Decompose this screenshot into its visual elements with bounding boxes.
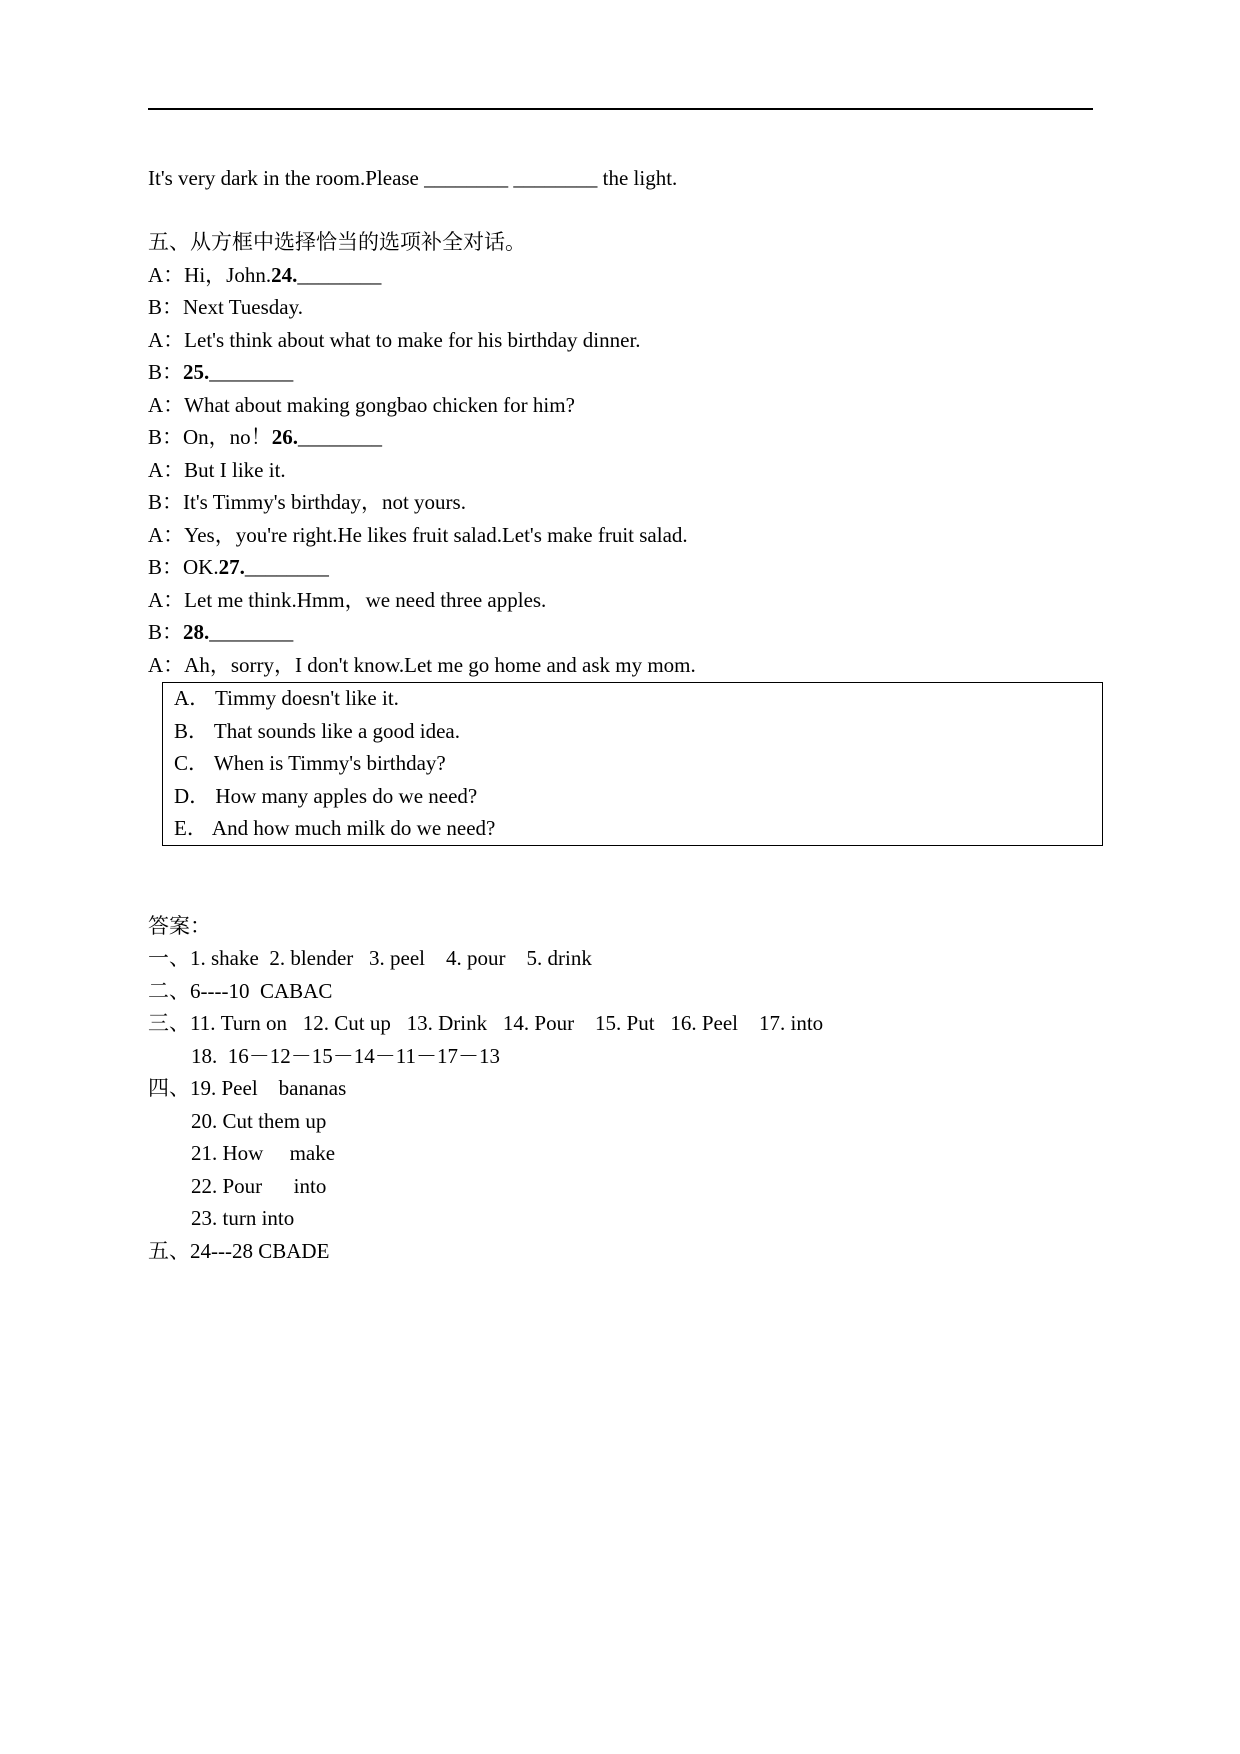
answer-blank: ________ — [209, 360, 294, 384]
answer-blank: ________ — [244, 555, 329, 579]
question-number: 25. — [183, 360, 210, 384]
dialogue-line — [148, 586, 546, 614]
speaker-label: A： — [148, 263, 185, 287]
speaker-label: B： — [148, 620, 184, 644]
answers-title: 答案： — [148, 914, 211, 938]
dialogue-line — [148, 618, 293, 646]
answer-blank: ________ — [209, 620, 294, 644]
answer-line: 23. turn into — [191, 1206, 295, 1230]
answer-line: 三、11. Turn on 12. Cut up 13. Drink 14. Pour 15. Put 16. Peel 17. into — [148, 1011, 824, 1035]
dialogue-line — [148, 391, 575, 419]
dialogue-text: What about making gongbao chicken for him? — [184, 393, 575, 417]
answer-line: 21. How make — [191, 1141, 336, 1165]
speaker-label: A： — [148, 393, 185, 417]
speaker-label: A： — [148, 653, 185, 677]
dialogue-text: Hi，John. — [184, 263, 272, 287]
question-number: 28. — [183, 620, 210, 644]
answer-blank: ________ — [297, 425, 382, 449]
sentence-text-end: the light. — [597, 166, 678, 190]
option-e: E． And how much milk do we need? — [174, 816, 496, 840]
option-b: B． That sounds like a good idea. — [174, 719, 460, 743]
options-box — [162, 682, 1103, 846]
question-number: 26. — [271, 425, 298, 449]
answer-line: 一、1. shake 2. blender 3. peel 4. pour 5. drink — [148, 946, 592, 970]
dialogue-text: Next Tuesday. — [183, 295, 303, 319]
dialogue-line — [148, 261, 381, 289]
sentence-text: It's very dark in the room.Please — [148, 166, 425, 190]
fill-in-sentence — [148, 164, 677, 192]
speaker-label: A： — [148, 328, 185, 352]
speaker-label: A： — [148, 523, 185, 547]
dialogue-text: On，no！ — [183, 425, 272, 449]
blank-2: ________ — [513, 166, 598, 190]
dialogue-line — [148, 651, 696, 679]
answer-line: 20. Cut them up — [191, 1109, 327, 1133]
answer-line: 18. 16－12－15－14－11－17－13 — [191, 1044, 500, 1068]
dialogue-text: OK. — [183, 555, 219, 579]
answer-line: 五、24---28 CBADE — [148, 1239, 330, 1263]
speaker-label: B： — [148, 490, 184, 514]
speaker-label: A： — [148, 458, 185, 482]
dialogue-text: Yes，you're right.He likes fruit salad.Let's make fruit salad. — [184, 523, 688, 547]
answer-line: 二、6----10 CABAC — [148, 979, 333, 1003]
dialogue-line — [148, 488, 466, 516]
dialogue-line — [148, 553, 329, 581]
dialogue-line — [148, 456, 286, 484]
option-a: A． Timmy doesn't like it. — [174, 686, 399, 710]
header-rule — [148, 108, 1093, 110]
dialogue-line — [148, 423, 382, 451]
blank-1: ________ — [424, 166, 509, 190]
answer-line: 四、19. Peel bananas — [148, 1076, 347, 1100]
dialogue-text: Ah，sorry，I don't know.Let me go home and ask my mom. — [184, 653, 696, 677]
dialogue-text: But I like it. — [184, 458, 286, 482]
speaker-label: A： — [148, 588, 185, 612]
dialogue-text: Let me think.Hmm，we need three apples. — [184, 588, 547, 612]
dialogue-line — [148, 521, 688, 549]
answer-line: 22. Pour into — [191, 1174, 327, 1198]
dialogue-line — [148, 358, 293, 386]
speaker-label: B： — [148, 295, 184, 319]
speaker-label: B： — [148, 425, 184, 449]
speaker-label: B： — [148, 360, 184, 384]
answer-blank: ________ — [297, 263, 382, 287]
option-d: D． How many apples do we need? — [174, 784, 478, 808]
section-five-title: 五、从方框中选择恰当的选项补全对话。 — [148, 230, 526, 254]
option-c: C． When is Timmy's birthday? — [174, 751, 446, 775]
dialogue-line — [148, 326, 641, 354]
speaker-label: B： — [148, 555, 184, 579]
dialogue-line — [148, 293, 303, 321]
question-number: 27. — [218, 555, 245, 579]
question-number: 24. — [271, 263, 298, 287]
dialogue-text: Let's think about what to make for his birthday dinner. — [184, 328, 641, 352]
dialogue-text: It's Timmy's birthday，not yours. — [183, 490, 466, 514]
